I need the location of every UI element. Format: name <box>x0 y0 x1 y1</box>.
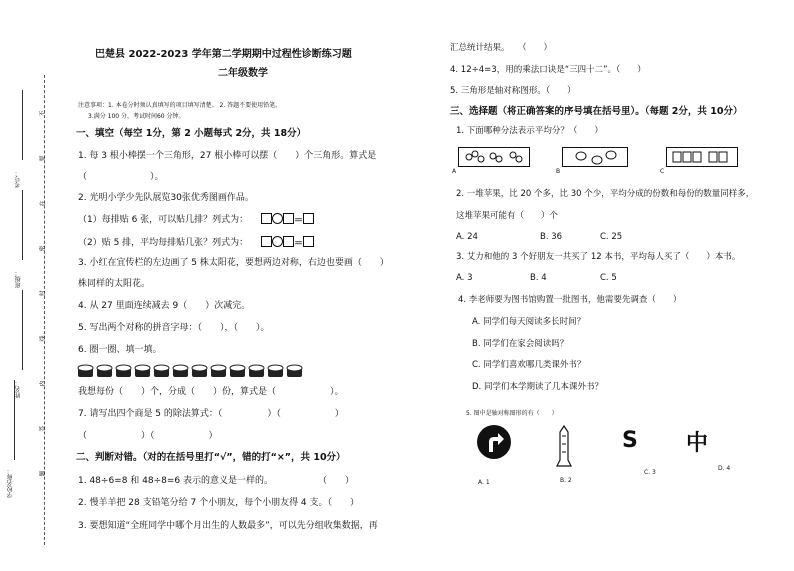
zhong-character-figure: 中 <box>686 431 709 456</box>
drum-icon <box>230 365 245 377</box>
option-b-label: B <box>556 168 561 175</box>
s2-q3: 3. 要想知道“全班同学中哪个月出生的人数最多”，可以先分组收集数据，再 <box>78 521 378 531</box>
rocket-icon <box>556 424 572 468</box>
student-name-label: 姓名： <box>15 380 22 398</box>
s3-q4: 4. 李老师要为图书馆购置一批图书，他需要先调查（ ） <box>458 295 682 305</box>
drum-icon <box>249 365 264 377</box>
s3-q2-line1: 2. 一堆苹果，比 20 个多，比 30 个少，平均分成的份数和每份的数量同样多， <box>456 189 755 199</box>
student-name-line <box>22 290 23 370</box>
s1-q3-line2: 株同样的太阳花。 <box>78 279 151 289</box>
s3-q2-option-c: C. 25 <box>600 232 623 242</box>
binding-char: 线 <box>39 335 47 342</box>
binding-char: 不 <box>39 110 47 117</box>
s1-q2: 2. 光明小学少先队展览30张优秀图画作品。 <box>78 193 254 203</box>
school-name-label: 学校名称： <box>7 468 14 498</box>
binding-char: 题 <box>39 470 47 477</box>
drum-icon <box>135 365 150 377</box>
s3-q2-line2: 这堆苹果可能有（ ）个 <box>456 211 559 221</box>
letter-s-figure: S <box>622 428 638 453</box>
square-box <box>261 236 272 247</box>
option-a-label: A <box>452 168 457 175</box>
s3-q3-option-c: C. 5 <box>600 273 617 283</box>
s1-q2-1-equation-boxes <box>261 213 314 227</box>
s3-q5-option-b: B. 2 <box>560 477 572 484</box>
notice-line-2: 3.满分 100 分，考试时间60 分钟。 <box>88 113 185 120</box>
s2-q1: 1. 48÷6=8 和 48÷8=6 表示的意义是一样的。 （ ） <box>78 476 355 486</box>
s3-q2-option-b: B. 36 <box>540 232 563 242</box>
notice-line-1: 注意事项：1. 本卷分时须认真填写的项目填写清楚。 2. 答题不要使用铅笔。 <box>78 102 282 109</box>
square-box <box>303 236 314 247</box>
drum-icon <box>116 365 131 377</box>
exam-number-line <box>22 90 23 160</box>
turn-arrow-sign-icon <box>476 424 512 460</box>
s1-q6-answer: 我想每份（ ）个，分成（ ）份，算式是（ ）。 <box>78 387 344 397</box>
binding-char: 在 <box>39 200 47 207</box>
binding-char: 答 <box>39 425 47 432</box>
drum-pictures-row <box>76 362 306 380</box>
square-box <box>303 213 314 224</box>
s3-q4-option-b: B. 同学们在家会阅读吗？ <box>472 339 569 349</box>
s1-q7-line2: （ ）（ ） <box>78 431 218 441</box>
binding-margin <box>0 0 66 571</box>
exam-title: 巴楚县 2022-2023 学年第二学期期中过程性诊断练习题 <box>95 49 352 60</box>
drum-icon <box>192 365 207 377</box>
s1-q3-line1: 3. 小红在宜传栏的左边画了 5 株太阳花，要想两边对称，右边也要画（ ） <box>78 258 389 268</box>
drum-icon <box>154 365 169 377</box>
option-c-label: C <box>660 168 665 175</box>
s3-q1: 1. 下面哪种分法表示平均分？（ ） <box>456 126 603 136</box>
drum-icon <box>287 365 302 377</box>
s1-q4: 4. 从 27 里面连续减去 9（ ）次减完。 <box>78 301 251 311</box>
circle-box <box>272 213 283 224</box>
binding-char: 封 <box>39 290 47 297</box>
equals-sign: ＝ <box>294 216 304 226</box>
s1-q2-2-equation-boxes <box>261 236 314 250</box>
s3-q3-option-b: B. 4 <box>530 273 547 283</box>
drum-icon <box>268 365 283 377</box>
s3-q4-option-c: C. 同学们喜欢哪几类课外书？ <box>472 360 586 370</box>
s3-q3-option-a: A. 3 <box>456 273 473 283</box>
square-box <box>283 236 294 247</box>
s3-q5-option-d: D. 4 <box>718 465 731 472</box>
option-c-picture <box>666 147 738 167</box>
s3-q3: 3. 艾力和他的 3 个好朋友一共买了 12 本书，平均每人买了（ ）本书。 <box>456 252 741 262</box>
binding-char: 要 <box>39 155 47 162</box>
drum-icon <box>211 365 226 377</box>
s3-q5-option-a: A. 1 <box>478 479 490 486</box>
square-box <box>283 213 294 224</box>
s1-q6: 6. 圈一圈、填一填。 <box>78 345 162 355</box>
s3-q5-option-c: C. 3 <box>644 469 656 476</box>
s1-q2-1: （1）每排贴 6 张，可以贴几排？列式为： <box>78 215 249 225</box>
s3-q4-option-d: D. 同学们本学期读了几本课外书？ <box>472 382 603 392</box>
s2-q5: 5. 三角形是轴对称图形。（ ） <box>450 86 576 96</box>
s3-q4-option-a: A. 同学们每天阅读多长时间？ <box>472 317 586 327</box>
s3-q2-option-a: A. 24 <box>456 232 478 242</box>
s2-q2: 2. 慢羊羊把 28 支铅笔分给 7 个小朋友，每个小朋友得 4 支。（ ） <box>78 498 360 508</box>
binding-char: 内 <box>39 380 47 387</box>
class-label: 班级： <box>15 270 22 288</box>
exam-subtitle: 二年级数学 <box>218 68 268 79</box>
binding-char: 密 <box>39 245 47 252</box>
exam-number-label: 考号： <box>15 170 22 188</box>
s2-q3-continuation: 汇总统计结果。 （ ） <box>450 43 553 53</box>
circle-box <box>272 236 283 247</box>
s1-q2-2: （2）贴 5 排，平均每排贴几张？列式为： <box>78 238 249 248</box>
s1-q7-line1: 7. 请写出四个商是 5 的除法算式：（ ）（ ） <box>78 409 344 419</box>
section2-heading: 二、判断对错。（对的在括号里打“√”，错的打“×”，共 10分） <box>76 452 346 463</box>
option-b-picture <box>562 147 628 167</box>
section3-heading: 三、选择题（将正确答案的序号填在括号里）。（每题 2分，共 10分） <box>450 106 743 117</box>
s1-q1-line1: 1. 每 3 根小棒摆一个三角形，27 根小棒可以摆（ ）个三角形。算式是 <box>78 151 377 161</box>
drum-icon <box>97 365 112 377</box>
section1-heading: 一、填空（每空 1分，第 2 小题每式 2分，共 18分） <box>76 128 307 139</box>
s3-q5: 5. 图中是轴对称图形的有（ ） <box>466 410 558 417</box>
class-line <box>22 190 23 260</box>
option-a-picture <box>458 147 530 167</box>
drum-icon <box>78 365 93 377</box>
square-box <box>261 213 272 224</box>
equals-sign: ＝ <box>294 239 304 249</box>
s1-q5: 5. 写出两个对称的拼音字母：（ ），（ ）。 <box>78 323 270 333</box>
s2-q4: 4. 12÷4=3，用的乘法口诀是“三四十二”。（ ） <box>450 65 646 75</box>
drum-icon <box>173 365 188 377</box>
s1-q1-line2: （ ）。 <box>78 172 164 182</box>
